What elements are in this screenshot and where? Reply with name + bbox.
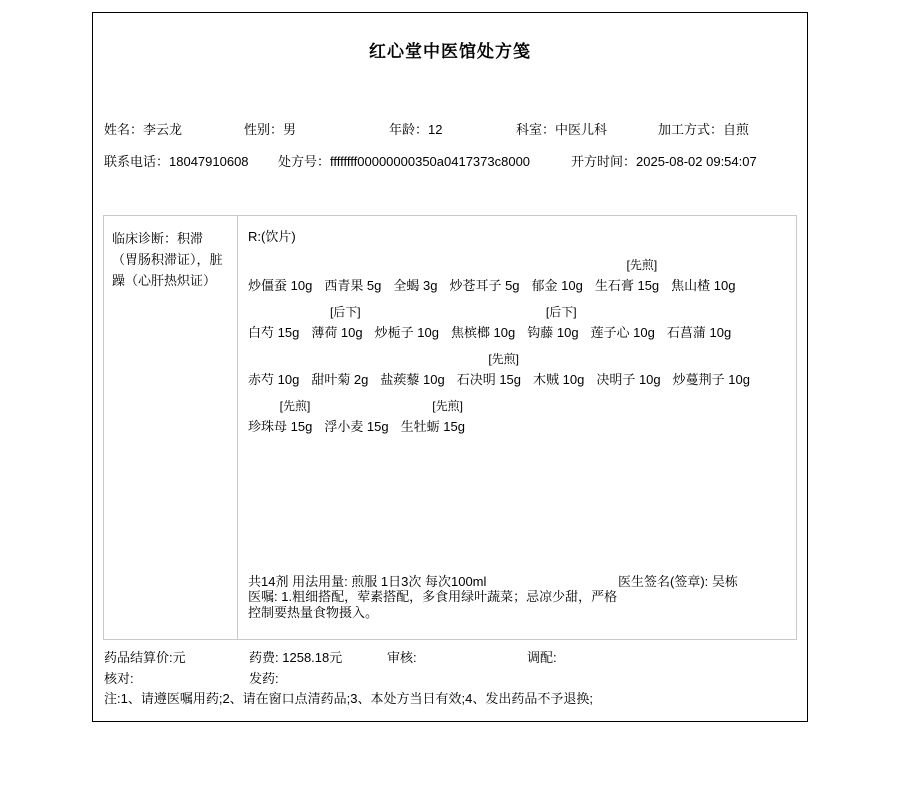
decoction-tag bbox=[248, 256, 312, 275]
decoction-tag bbox=[324, 256, 381, 275]
patient-age: 年龄：12 bbox=[389, 122, 443, 137]
medicine-name-amount: 珍珠母 15g bbox=[248, 419, 313, 434]
medicine-name-amount: 全蝎 3g bbox=[393, 278, 438, 293]
medicine-item bbox=[673, 350, 750, 395]
medicine-name-amount: 盐蒺藜 10g bbox=[380, 372, 445, 387]
doctor-signature-value: 吴栋 bbox=[711, 574, 738, 589]
prescription-sheet bbox=[92, 12, 808, 722]
medicine-row bbox=[248, 256, 792, 301]
medicine-item bbox=[375, 303, 439, 348]
decoction-tag: [先煎] bbox=[626, 258, 658, 272]
page-title: 红心堂中医馆处方笺 bbox=[369, 42, 531, 61]
diagnosis-value: 积滞（胃肠积滞证），脏躁（心肝热炽证） bbox=[112, 231, 223, 288]
medicine-name-amount: 决明子 10g bbox=[596, 372, 661, 387]
decoction-tag bbox=[451, 303, 515, 322]
decoction-tag bbox=[533, 350, 584, 369]
contact-phone: 联系电话：18047910608 bbox=[104, 154, 249, 169]
medicine-fee-value: 1258.18元 bbox=[282, 650, 343, 665]
medicine-name-amount: 莲子心 10g bbox=[590, 325, 655, 340]
decoction-tag: [后下] bbox=[329, 305, 361, 319]
medicine-item bbox=[248, 397, 312, 442]
review-field: 审核: bbox=[387, 650, 417, 665]
decoction-tag bbox=[596, 350, 660, 369]
medicine-name-amount: 生石膏 15g bbox=[594, 278, 660, 293]
medicine-name-amount: 赤芍 10g bbox=[248, 372, 300, 387]
medicine-name-amount: 炒苍耳子 5g bbox=[449, 278, 520, 293]
medicine-name-amount: 郁金 10g bbox=[531, 278, 583, 293]
doctor-signature bbox=[618, 571, 738, 590]
decoction-tag bbox=[393, 256, 437, 275]
settle-price-unit: 元 bbox=[172, 650, 186, 665]
decoction-tag bbox=[311, 350, 368, 369]
medicine-fee bbox=[249, 647, 342, 666]
medicine-name-amount: 炒蔓荆子 10g bbox=[672, 372, 750, 387]
medicine-name-amount: 甜叶菊 2g bbox=[311, 372, 369, 387]
medicine-item bbox=[533, 350, 584, 395]
medicine-name-amount: 石决明 15g bbox=[456, 372, 522, 387]
decoction-tag bbox=[324, 397, 388, 416]
clinical-diagnosis bbox=[104, 216, 238, 639]
decoction-tag bbox=[673, 350, 750, 369]
decoction-tag bbox=[380, 350, 444, 369]
medicine-name-amount: 生牡蛎 15g bbox=[400, 419, 465, 434]
medicine-row bbox=[248, 350, 792, 395]
medicine-item bbox=[401, 397, 465, 442]
footer-note: 注:1、请遵医嘱用药;2、请在窗口点清药品;3、本处方当日有效;4、发出药品不予退换; bbox=[104, 691, 593, 706]
medical-advice: 医嘱: 1.粗细搭配，荤素搭配，多食用绿叶蔬菜；忌凉少甜，严格控制要热量食物摄入。 bbox=[248, 589, 618, 620]
medicine-item bbox=[449, 256, 519, 301]
rx-area bbox=[248, 228, 792, 444]
medicine-item bbox=[311, 303, 362, 348]
processing-method: 加工方式：自煎 bbox=[658, 122, 750, 137]
medicine-name-amount: 炒栀子 10g bbox=[374, 325, 439, 340]
settle-price-label: 药品结算价: bbox=[104, 650, 173, 665]
medicine-item bbox=[532, 256, 583, 301]
medicine-name-amount: 焦槟榔 10g bbox=[450, 325, 516, 340]
settle-price bbox=[104, 647, 186, 666]
issue-time: 开方时间：2025-08-02 09:54:07 bbox=[571, 154, 757, 169]
medicine-item bbox=[591, 303, 655, 348]
decoction-tag bbox=[532, 256, 583, 275]
department: 科室：中医儿科 bbox=[516, 122, 608, 137]
issue-field: 发药: bbox=[249, 671, 279, 686]
prescription-body bbox=[103, 215, 797, 640]
decoction-tag bbox=[671, 256, 735, 275]
patient-gender: 性别：男 bbox=[244, 122, 297, 137]
prescription-number: 处方号：ffffffff00000000350a0417373c8000 bbox=[278, 154, 531, 169]
medicine-name-amount: 炒僵蚕 10g bbox=[248, 278, 313, 293]
medicine-item bbox=[596, 350, 660, 395]
medicine-name-amount: 木贼 10g bbox=[533, 372, 585, 387]
medicine-row bbox=[248, 303, 792, 348]
medicine-name-amount: 西青果 5g bbox=[324, 278, 382, 293]
medicine-item bbox=[324, 397, 388, 442]
medicine-item bbox=[248, 350, 299, 395]
medicine-name-amount: 白芍 15g bbox=[248, 325, 300, 340]
decoction-tag bbox=[248, 350, 299, 369]
decoction-tag: [后下] bbox=[545, 305, 577, 319]
medicine-item bbox=[671, 256, 735, 301]
medicine-item bbox=[667, 303, 731, 348]
medicine-item bbox=[324, 256, 381, 301]
medicine-rows bbox=[248, 256, 792, 442]
medicine-name-amount: 薄荷 10g bbox=[311, 325, 363, 340]
decoction-tag: [先煎] bbox=[488, 352, 520, 366]
decoction-tag bbox=[449, 256, 519, 275]
medicine-item bbox=[380, 350, 444, 395]
medicine-row bbox=[248, 397, 792, 442]
dosage-usage: 共14剂 用法用量: 煎服 1日3次 每次100ml bbox=[248, 574, 487, 589]
medicine-item bbox=[595, 256, 659, 301]
doctor-signature-label: 医生签名(签章): bbox=[618, 574, 709, 589]
medicine-name-amount: 钩藤 10g bbox=[527, 325, 579, 340]
medicine-item bbox=[248, 303, 299, 348]
rx-header: R:(饮片) bbox=[248, 229, 296, 244]
decoction-tag bbox=[591, 303, 655, 322]
decoction-tag: [先煎] bbox=[279, 399, 311, 413]
decoction-tag bbox=[375, 303, 439, 322]
medicine-item bbox=[527, 303, 578, 348]
medicine-item bbox=[457, 350, 521, 395]
medicine-item bbox=[248, 256, 312, 301]
decoction-tag: [先煎] bbox=[432, 399, 463, 413]
diagnosis-label: 临床诊断： bbox=[112, 231, 178, 246]
medicine-item bbox=[393, 256, 437, 301]
medicine-name-amount: 石菖蒲 10g bbox=[666, 325, 732, 340]
medicine-name-amount: 浮小麦 15g bbox=[324, 419, 389, 434]
patient-name: 姓名：李云龙 bbox=[104, 122, 183, 137]
medicine-fee-label: 药费: bbox=[249, 650, 279, 665]
medicine-name-amount: 焦山楂 10g bbox=[671, 278, 736, 293]
medicine-item bbox=[451, 303, 515, 348]
medicine-item bbox=[311, 350, 368, 395]
decoction-tag bbox=[248, 303, 299, 322]
decoction-tag bbox=[667, 303, 731, 322]
check-field: 核对: bbox=[104, 671, 134, 686]
dispense-field: 调配: bbox=[527, 650, 557, 665]
